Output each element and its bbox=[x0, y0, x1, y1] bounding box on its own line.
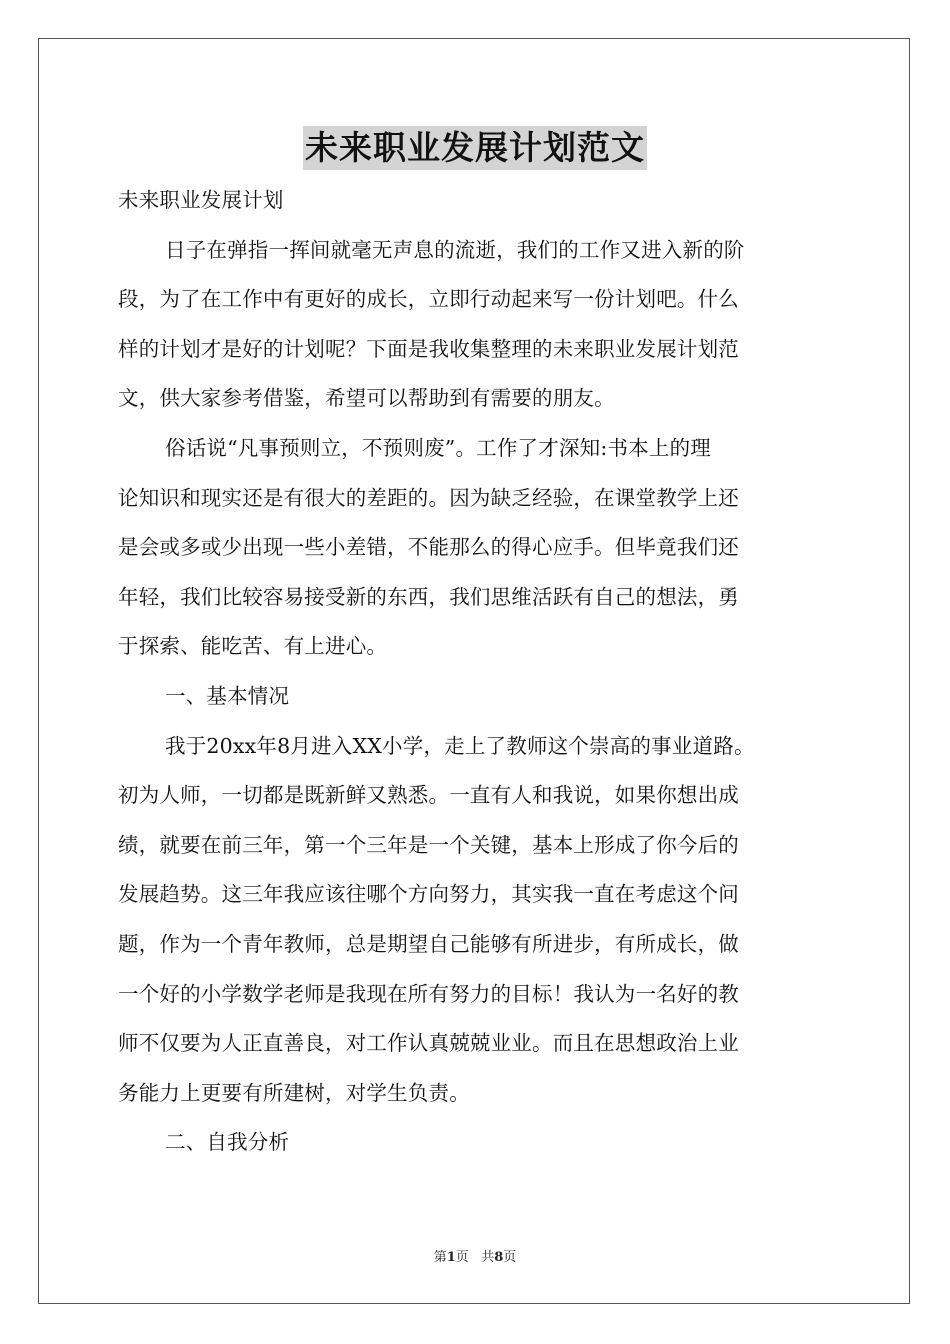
body-line: 绩，就要在前三年，第一个三年是一个关键，基本上形成了你今后的 bbox=[118, 832, 739, 857]
total-suffix: 页 bbox=[503, 1250, 517, 1265]
body-line: 文，供大家参考借鉴，希望可以帮助到有需要的朋友。 bbox=[118, 386, 615, 411]
page-suffix: 页 bbox=[455, 1250, 469, 1265]
body-line: 年轻，我们比较容易接受新的东西，我们思维活跃有自己的想法，勇 bbox=[118, 584, 739, 609]
page-footer bbox=[0, 1246, 950, 1265]
body-line: 日子在弹指一挥间就毫无声息的流逝，我们的工作又进入新的阶 bbox=[165, 237, 745, 262]
page-total: 8 bbox=[494, 1250, 504, 1265]
body-line: 一个好的小学数学老师是我现在所有努力的目标！我认为一名好的教 bbox=[118, 981, 739, 1006]
page-current: 1 bbox=[446, 1250, 456, 1265]
document-title-text: 未来职业发展计划范文 bbox=[303, 126, 647, 170]
page-prefix: 第 bbox=[433, 1250, 447, 1265]
body-line: 是会或多或少出现一些小差错，不能那么的得心应手。但毕竟我们还 bbox=[118, 535, 739, 560]
body-line: 题，作为一个青年教师，总是期望自己能够有所进步，有所成长，做 bbox=[118, 931, 739, 956]
section-heading: 一、基本情况 bbox=[165, 683, 290, 708]
body-line: 我于20xx年8月进入XX小学，走上了教师这个崇高的事业道路。 bbox=[165, 733, 755, 758]
body-line: 俗话说“凡事预则立，不预则废”。工作了才深知:书本上的理 bbox=[165, 435, 711, 460]
body-line: 于探索、能吃苦、有上进心。 bbox=[118, 634, 388, 659]
document-body bbox=[118, 176, 833, 1168]
subtitle-line: 未来职业发展计划 bbox=[118, 188, 284, 212]
body-line: 初为人师，一切都是既新鲜又熟悉。一直有人和我说，如果你想出成 bbox=[118, 783, 739, 808]
body-line: 发展趋势。这三年我应该往哪个方向努力，其实我一直在考虑这个问 bbox=[118, 882, 739, 907]
section-heading: 二、自我分析 bbox=[165, 1130, 290, 1155]
total-prefix: 共 bbox=[481, 1250, 495, 1265]
body-line: 务能力上更要有所建树，对学生负责。 bbox=[118, 1080, 470, 1105]
body-line: 师不仅要为人正直善良，对工作认真兢兢业业。而且在思想政治上业 bbox=[118, 1031, 739, 1056]
body-line: 样的计划才是好的计划呢？下面是我收集整理的未来职业发展计划范 bbox=[118, 336, 739, 361]
body-line: 论知识和现实还是有很大的差距的。因为缺乏经验，在课堂教学上还 bbox=[118, 485, 739, 510]
body-line: 段，为了在工作中有更好的成长，立即行动起来写一份计划吧。什么 bbox=[118, 287, 739, 312]
document-title bbox=[0, 126, 950, 174]
